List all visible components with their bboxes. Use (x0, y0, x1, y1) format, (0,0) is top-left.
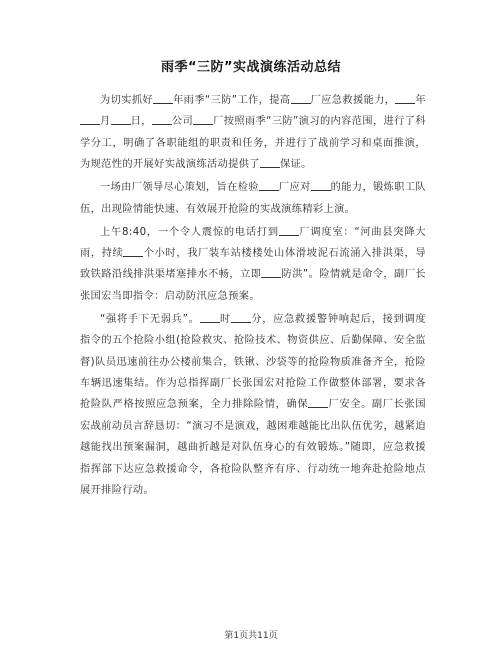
page-number: 第1页共11页 (224, 631, 278, 641)
fill-in-blank (261, 267, 281, 278)
fill-in-blank (111, 114, 131, 125)
fill-in-blank (200, 312, 220, 323)
fill-in-blank (291, 93, 311, 104)
fill-in-blank (279, 225, 299, 236)
paragraph-1: 为切实抓好 年雨季“三防”工作，提高 厂应急救援能力， 年月 日， 公司 厂按照雨季“三防”演习的内容范围，进行了科学分工，明确了各职能组的职责和任务，并进行了战前学习和桌面推演，为规范性的开展好实战演练活动提供了 保证。 (80, 95, 427, 171)
fill-in-blank (311, 180, 331, 191)
fill-in-blank (259, 180, 279, 191)
fill-in-blank (308, 397, 328, 408)
fill-in-blank (231, 312, 251, 323)
fill-in-blank (395, 93, 415, 104)
fill-in-blank (193, 114, 213, 125)
document-title: 雨季“三防”实战演练活动总结 (160, 60, 342, 75)
document-body (80, 90, 426, 503)
fill-in-blank (260, 157, 280, 168)
fill-in-blank (153, 93, 173, 104)
paragraph-4: “强将手下无弱兵”。 时 分，应急救援警钟响起后，接到调度指令的五个抢险小组(抢险救灾、抢险技术、物资供应、后勤保障、安全监督)队员迅速前往办公楼前集合，铁锹、沙袋等的抢险物质准备齐全，抢险车辆迅速集结。作为总指挥副厂长张国宏对抢险工作做整体部署，要求各抢险队严格按照应急预案，全力排除险情，确保 厂安全。副厂长张国宏战前动员言辞恳切：“演习不是演戏，越困难越能比出队伍优劣，越紧迫越能找出预案漏洞，越曲折越是对队伍身心的有效锻炼。”随即，应急救援指挥部下达应急救援命令，各抢险队整齐有序、行动统一地奔赴抢险地点展开排险行动。 (80, 313, 426, 497)
paragraph-2: 一场由厂领导尽心策划，旨在检验 厂应对 的能力，锻炼职工队伍，出现险情能快速、有效展开抢险的实战演练精彩上演。 (80, 182, 426, 215)
paragraph-3: 上午8:40，一个令人震惊的电话打到 厂调度室：“河曲县突降大雨，持续 个小时，我厂装车站楼楼处山体滑坡泥石流涌入排洪渠，导致铁路沿线排洪渠堵塞排水不畅，立即 防洪”。险情就是命令，副厂长张国宏当即指令：启动防汛应急预案。 (80, 226, 427, 302)
fill-in-blank (152, 114, 172, 125)
fill-in-blank (123, 246, 143, 257)
fill-in-blank (80, 114, 100, 125)
